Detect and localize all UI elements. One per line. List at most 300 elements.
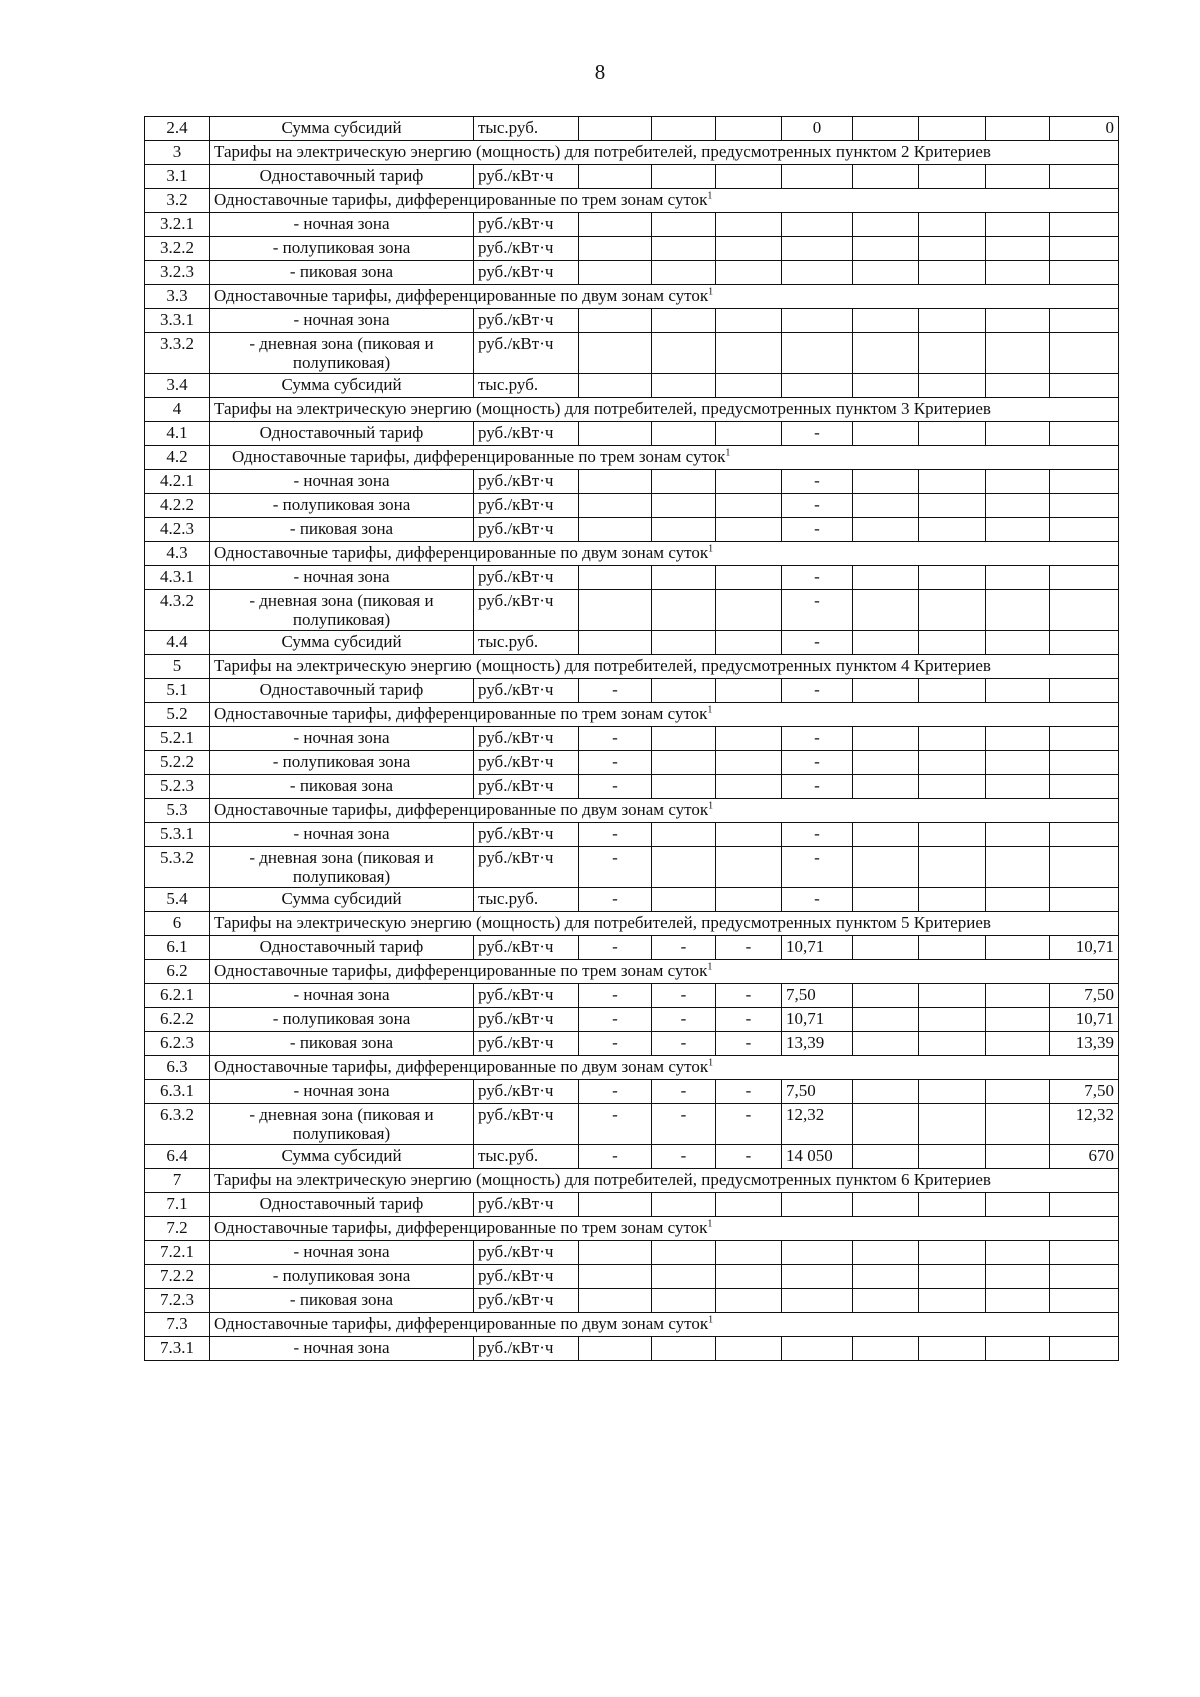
row-number-cell: 4.3.2 xyxy=(145,590,210,631)
unit-cell: руб./кВт·ч xyxy=(474,1080,579,1104)
value-cell-2 xyxy=(652,888,716,912)
value-cell-7 xyxy=(986,237,1050,261)
value-cell-7 xyxy=(986,631,1050,655)
value-cell-3: - xyxy=(716,1104,782,1145)
unit-cell: руб./кВт·ч xyxy=(474,1008,579,1032)
value-cell-8 xyxy=(1050,213,1119,237)
indicator-name-cell: - ночная зона xyxy=(210,727,474,751)
value-cell-6 xyxy=(919,494,986,518)
value-cell-8: 7,50 xyxy=(1050,1080,1119,1104)
tariff-table xyxy=(144,116,1119,1361)
row-number-cell: 7.2.1 xyxy=(145,1241,210,1265)
value-cell-3 xyxy=(716,590,782,631)
table-row xyxy=(145,398,1119,422)
value-cell-8 xyxy=(1050,727,1119,751)
value-cell-6 xyxy=(919,1241,986,1265)
value-cell-5 xyxy=(853,213,919,237)
row-number-cell: 5.3.2 xyxy=(145,847,210,888)
table-row xyxy=(145,1145,1119,1169)
table-row xyxy=(145,823,1119,847)
unit-cell: руб./кВт·ч xyxy=(474,1193,579,1217)
section-title-cell xyxy=(210,799,1119,823)
indicator-name-cell: - ночная зона xyxy=(210,1080,474,1104)
value-cell-3 xyxy=(716,823,782,847)
value-cell-5 xyxy=(853,1145,919,1169)
unit-cell: тыс.руб. xyxy=(474,374,579,398)
value-cell-3 xyxy=(716,518,782,542)
value-cell-5 xyxy=(853,1265,919,1289)
unit-cell: руб./кВт·ч xyxy=(474,333,579,374)
value-cell-8 xyxy=(1050,518,1119,542)
value-cell-1: - xyxy=(579,984,652,1008)
value-cell-3 xyxy=(716,631,782,655)
value-cell-4 xyxy=(782,1193,853,1217)
value-cell-4 xyxy=(782,165,853,189)
value-cell-3: - xyxy=(716,1145,782,1169)
unit-cell: тыс.руб. xyxy=(474,631,579,655)
value-cell-1 xyxy=(579,566,652,590)
value-cell-8: 10,71 xyxy=(1050,936,1119,960)
indicator-name-cell: Одноставочный тариф xyxy=(210,1193,474,1217)
indicator-name-cell: - полупиковая зона xyxy=(210,1265,474,1289)
table-row xyxy=(145,1032,1119,1056)
unit-cell: руб./кВт·ч xyxy=(474,823,579,847)
value-cell-3: - xyxy=(716,936,782,960)
value-cell-4: - xyxy=(782,566,853,590)
value-cell-4: - xyxy=(782,590,853,631)
indicator-name-cell: Сумма субсидий xyxy=(210,888,474,912)
section-title-cell xyxy=(210,189,1119,213)
value-cell-3 xyxy=(716,237,782,261)
table-row xyxy=(145,1056,1119,1080)
value-cell-4: - xyxy=(782,823,853,847)
section-title-text: Одноставочные тарифы, дифференцированные по трем зонам суток xyxy=(214,704,708,723)
table-row xyxy=(145,1313,1119,1337)
value-cell-1 xyxy=(579,261,652,285)
value-cell-1 xyxy=(579,1265,652,1289)
row-number-cell: 6.3 xyxy=(145,1056,210,1080)
indicator-name-cell: - полупиковая зона xyxy=(210,751,474,775)
value-cell-8 xyxy=(1050,1241,1119,1265)
section-title-cell xyxy=(210,285,1119,309)
indicator-name-cell: - ночная зона xyxy=(210,1241,474,1265)
value-cell-7 xyxy=(986,727,1050,751)
value-cell-1 xyxy=(579,309,652,333)
indicator-name-cell: Сумма субсидий xyxy=(210,631,474,655)
value-cell-7 xyxy=(986,213,1050,237)
row-number-cell: 3.4 xyxy=(145,374,210,398)
value-cell-1 xyxy=(579,422,652,446)
row-number-cell: 5.2.3 xyxy=(145,775,210,799)
value-cell-5 xyxy=(853,1289,919,1313)
value-cell-5 xyxy=(853,1337,919,1361)
table-row xyxy=(145,751,1119,775)
table-row xyxy=(145,213,1119,237)
value-cell-2 xyxy=(652,165,716,189)
footnote-marker: 1 xyxy=(708,1057,714,1069)
value-cell-6 xyxy=(919,984,986,1008)
table-row xyxy=(145,1193,1119,1217)
value-cell-7 xyxy=(986,1241,1050,1265)
row-number-cell: 4.4 xyxy=(145,631,210,655)
value-cell-8 xyxy=(1050,165,1119,189)
value-cell-7 xyxy=(986,679,1050,703)
row-number-cell: 5.2.2 xyxy=(145,751,210,775)
value-cell-8 xyxy=(1050,309,1119,333)
value-cell-5 xyxy=(853,823,919,847)
table-row xyxy=(145,703,1119,727)
value-cell-3 xyxy=(716,751,782,775)
value-cell-1: - xyxy=(579,823,652,847)
value-cell-5 xyxy=(853,631,919,655)
unit-cell: руб./кВт·ч xyxy=(474,213,579,237)
value-cell-5 xyxy=(853,261,919,285)
value-cell-4: - xyxy=(782,775,853,799)
value-cell-2 xyxy=(652,117,716,141)
value-cell-3 xyxy=(716,847,782,888)
value-cell-3: - xyxy=(716,984,782,1008)
value-cell-1: - xyxy=(579,1032,652,1056)
value-cell-8 xyxy=(1050,494,1119,518)
unit-cell: руб./кВт·ч xyxy=(474,1241,579,1265)
table-row xyxy=(145,1008,1119,1032)
value-cell-5 xyxy=(853,888,919,912)
value-cell-6 xyxy=(919,775,986,799)
value-cell-6 xyxy=(919,470,986,494)
value-cell-6 xyxy=(919,1008,986,1032)
value-cell-7 xyxy=(986,117,1050,141)
table-row xyxy=(145,1289,1119,1313)
value-cell-7 xyxy=(986,1265,1050,1289)
value-cell-4: 13,39 xyxy=(782,1032,853,1056)
value-cell-6 xyxy=(919,261,986,285)
value-cell-5 xyxy=(853,936,919,960)
page-number: 8 xyxy=(594,60,606,84)
section-title-text: Тарифы на электрическую энергию (мощность) для потребителей, предусмотренных пунктом 2 Критериев xyxy=(214,142,991,161)
value-cell-4: - xyxy=(782,470,853,494)
footnote-marker: 1 xyxy=(708,543,714,555)
value-cell-5 xyxy=(853,333,919,374)
value-cell-8: 670 xyxy=(1050,1145,1119,1169)
value-cell-7 xyxy=(986,1337,1050,1361)
value-cell-7 xyxy=(986,1104,1050,1145)
value-cell-4 xyxy=(782,374,853,398)
value-cell-1 xyxy=(579,333,652,374)
section-title-text: Одноставочные тарифы, дифференцированные по двум зонам суток xyxy=(214,1057,709,1076)
row-number-cell: 3.1 xyxy=(145,165,210,189)
row-number-cell: 5.4 xyxy=(145,888,210,912)
value-cell-6 xyxy=(919,1337,986,1361)
table-row xyxy=(145,542,1119,566)
value-cell-7 xyxy=(986,422,1050,446)
table-row xyxy=(145,1337,1119,1361)
row-number-cell: 5 xyxy=(145,655,210,679)
section-title-cell xyxy=(210,1056,1119,1080)
value-cell-8 xyxy=(1050,470,1119,494)
value-cell-2 xyxy=(652,751,716,775)
table-row xyxy=(145,1265,1119,1289)
section-title-text: Тарифы на электрическую энергию (мощность) для потребителей, предусмотренных пунктом 4 Критериев xyxy=(214,656,991,675)
indicator-name-cell: - ночная зона xyxy=(210,213,474,237)
value-cell-6 xyxy=(919,165,986,189)
value-cell-1: - xyxy=(579,679,652,703)
row-number-cell: 6.2.3 xyxy=(145,1032,210,1056)
unit-cell: руб./кВт·ч xyxy=(474,775,579,799)
value-cell-2 xyxy=(652,237,716,261)
value-cell-6 xyxy=(919,518,986,542)
value-cell-5 xyxy=(853,422,919,446)
value-cell-3 xyxy=(716,1337,782,1361)
value-cell-7 xyxy=(986,470,1050,494)
value-cell-1: - xyxy=(579,727,652,751)
value-cell-5 xyxy=(853,984,919,1008)
value-cell-5 xyxy=(853,1241,919,1265)
value-cell-1 xyxy=(579,1289,652,1313)
unit-cell: руб./кВт·ч xyxy=(474,470,579,494)
value-cell-1 xyxy=(579,374,652,398)
value-cell-4: - xyxy=(782,727,853,751)
table-row xyxy=(145,1080,1119,1104)
value-cell-1: - xyxy=(579,1008,652,1032)
value-cell-5 xyxy=(853,847,919,888)
row-number-cell: 7 xyxy=(145,1169,210,1193)
value-cell-7 xyxy=(986,165,1050,189)
table-row xyxy=(145,590,1119,631)
value-cell-6 xyxy=(919,679,986,703)
indicator-name-cell: - дневная зона (пиковая и полупиковая) xyxy=(210,1104,474,1145)
table-row xyxy=(145,775,1119,799)
value-cell-5 xyxy=(853,1104,919,1145)
value-cell-7 xyxy=(986,1032,1050,1056)
unit-cell: руб./кВт·ч xyxy=(474,518,579,542)
indicator-name-cell: - пиковая зона xyxy=(210,518,474,542)
value-cell-6 xyxy=(919,422,986,446)
value-cell-2 xyxy=(652,1265,716,1289)
indicator-name-cell: - полупиковая зона xyxy=(210,237,474,261)
value-cell-3 xyxy=(716,470,782,494)
table-row xyxy=(145,422,1119,446)
value-cell-6 xyxy=(919,751,986,775)
value-cell-7 xyxy=(986,775,1050,799)
section-title-cell xyxy=(210,703,1119,727)
row-number-cell: 7.3 xyxy=(145,1313,210,1337)
value-cell-3 xyxy=(716,1193,782,1217)
footnote-marker: 1 xyxy=(725,447,731,459)
value-cell-8: 0 xyxy=(1050,117,1119,141)
value-cell-8: 12,32 xyxy=(1050,1104,1119,1145)
value-cell-1: - xyxy=(579,1080,652,1104)
value-cell-4: - xyxy=(782,679,853,703)
value-cell-2 xyxy=(652,422,716,446)
value-cell-5 xyxy=(853,117,919,141)
section-title-text: Тарифы на электрическую энергию (мощность) для потребителей, предусмотренных пунктом 3 Критериев xyxy=(214,399,991,418)
value-cell-7 xyxy=(986,751,1050,775)
section-title-cell xyxy=(210,446,1119,470)
value-cell-6 xyxy=(919,936,986,960)
indicator-name-cell: Одноставочный тариф xyxy=(210,679,474,703)
indicator-name-cell: Сумма субсидий xyxy=(210,374,474,398)
value-cell-4 xyxy=(782,1241,853,1265)
indicator-name-cell: - ночная зона xyxy=(210,823,474,847)
value-cell-6 xyxy=(919,1080,986,1104)
value-cell-2 xyxy=(652,518,716,542)
row-number-cell: 5.2 xyxy=(145,703,210,727)
value-cell-3: - xyxy=(716,1032,782,1056)
unit-cell: руб./кВт·ч xyxy=(474,936,579,960)
value-cell-8 xyxy=(1050,847,1119,888)
value-cell-2 xyxy=(652,566,716,590)
unit-cell: руб./кВт·ч xyxy=(474,727,579,751)
value-cell-1 xyxy=(579,494,652,518)
value-cell-8 xyxy=(1050,422,1119,446)
value-cell-6 xyxy=(919,1265,986,1289)
value-cell-2 xyxy=(652,1193,716,1217)
indicator-name-cell: - полупиковая зона xyxy=(210,494,474,518)
value-cell-4: - xyxy=(782,422,853,446)
value-cell-5 xyxy=(853,165,919,189)
table-row xyxy=(145,727,1119,751)
row-number-cell: 7.2 xyxy=(145,1217,210,1241)
value-cell-4 xyxy=(782,333,853,374)
table-row xyxy=(145,189,1119,213)
value-cell-4: 14 050 xyxy=(782,1145,853,1169)
row-number-cell: 3.2.2 xyxy=(145,237,210,261)
value-cell-7 xyxy=(986,590,1050,631)
row-number-cell: 4.2.2 xyxy=(145,494,210,518)
value-cell-4 xyxy=(782,1337,853,1361)
value-cell-3 xyxy=(716,566,782,590)
value-cell-6 xyxy=(919,374,986,398)
value-cell-6 xyxy=(919,333,986,374)
value-cell-2 xyxy=(652,727,716,751)
value-cell-3 xyxy=(716,679,782,703)
value-cell-1 xyxy=(579,117,652,141)
value-cell-3 xyxy=(716,494,782,518)
table-row xyxy=(145,333,1119,374)
value-cell-5 xyxy=(853,518,919,542)
table-row xyxy=(145,888,1119,912)
table-row xyxy=(145,912,1119,936)
unit-cell: руб./кВт·ч xyxy=(474,309,579,333)
value-cell-8 xyxy=(1050,1193,1119,1217)
value-cell-6 xyxy=(919,631,986,655)
value-cell-5 xyxy=(853,775,919,799)
value-cell-1 xyxy=(579,237,652,261)
value-cell-1: - xyxy=(579,888,652,912)
unit-cell: тыс.руб. xyxy=(474,888,579,912)
value-cell-6 xyxy=(919,590,986,631)
value-cell-5 xyxy=(853,374,919,398)
value-cell-2 xyxy=(652,1289,716,1313)
unit-cell: руб./кВт·ч xyxy=(474,165,579,189)
value-cell-2 xyxy=(652,494,716,518)
value-cell-4: - xyxy=(782,847,853,888)
table-row xyxy=(145,1217,1119,1241)
value-cell-1 xyxy=(579,470,652,494)
value-cell-8: 7,50 xyxy=(1050,984,1119,1008)
section-title-cell xyxy=(210,141,1119,165)
table-row xyxy=(145,655,1119,679)
value-cell-2 xyxy=(652,1337,716,1361)
value-cell-8 xyxy=(1050,566,1119,590)
unit-cell: руб./кВт·ч xyxy=(474,847,579,888)
indicator-name-cell: - ночная зона xyxy=(210,1337,474,1361)
value-cell-4: - xyxy=(782,494,853,518)
value-cell-6 xyxy=(919,309,986,333)
value-cell-2 xyxy=(652,847,716,888)
value-cell-8 xyxy=(1050,374,1119,398)
row-number-cell: 3.2.3 xyxy=(145,261,210,285)
value-cell-6 xyxy=(919,1104,986,1145)
indicator-name-cell: Сумма субсидий xyxy=(210,117,474,141)
indicator-name-cell: Одноставочный тариф xyxy=(210,422,474,446)
row-number-cell: 4.2 xyxy=(145,446,210,470)
table-row xyxy=(145,1169,1119,1193)
value-cell-4: 10,71 xyxy=(782,936,853,960)
value-cell-4: - xyxy=(782,751,853,775)
value-cell-7 xyxy=(986,1193,1050,1217)
value-cell-1 xyxy=(579,1241,652,1265)
row-number-cell: 4.3 xyxy=(145,542,210,566)
value-cell-1: - xyxy=(579,936,652,960)
value-cell-7 xyxy=(986,494,1050,518)
row-number-cell: 4.2.1 xyxy=(145,470,210,494)
value-cell-1: - xyxy=(579,1145,652,1169)
table-row xyxy=(145,309,1119,333)
value-cell-5 xyxy=(853,727,919,751)
value-cell-4: - xyxy=(782,888,853,912)
unit-cell: руб./кВт·ч xyxy=(474,422,579,446)
unit-cell: руб./кВт·ч xyxy=(474,261,579,285)
table-row xyxy=(145,141,1119,165)
value-cell-6 xyxy=(919,823,986,847)
section-title-text: Одноставочные тарифы, дифференцированные по трем зонам суток xyxy=(214,190,708,209)
footnote-marker: 1 xyxy=(708,1314,714,1326)
value-cell-1 xyxy=(579,165,652,189)
value-cell-3 xyxy=(716,213,782,237)
unit-cell: руб./кВт·ч xyxy=(474,984,579,1008)
row-number-cell: 5.3 xyxy=(145,799,210,823)
value-cell-8 xyxy=(1050,237,1119,261)
value-cell-2 xyxy=(652,333,716,374)
footnote-marker: 1 xyxy=(707,704,713,716)
value-cell-4 xyxy=(782,261,853,285)
value-cell-5 xyxy=(853,1080,919,1104)
table-row xyxy=(145,518,1119,542)
value-cell-6 xyxy=(919,1145,986,1169)
value-cell-3 xyxy=(716,727,782,751)
indicator-name-cell: Одноставочный тариф xyxy=(210,936,474,960)
value-cell-6 xyxy=(919,237,986,261)
value-cell-7 xyxy=(986,261,1050,285)
row-number-cell: 7.1 xyxy=(145,1193,210,1217)
table-row xyxy=(145,1241,1119,1265)
value-cell-6 xyxy=(919,1193,986,1217)
unit-cell: руб./кВт·ч xyxy=(474,566,579,590)
value-cell-6 xyxy=(919,566,986,590)
value-cell-3 xyxy=(716,165,782,189)
value-cell-3: - xyxy=(716,1008,782,1032)
table-row xyxy=(145,799,1119,823)
value-cell-2: - xyxy=(652,1080,716,1104)
value-cell-1: - xyxy=(579,775,652,799)
indicator-name-cell: - ночная зона xyxy=(210,566,474,590)
value-cell-8 xyxy=(1050,823,1119,847)
table-row xyxy=(145,165,1119,189)
value-cell-4 xyxy=(782,1289,853,1313)
row-number-cell: 2.4 xyxy=(145,117,210,141)
section-title-text: Одноставочные тарифы, дифференцированные по двум зонам суток xyxy=(214,1314,709,1333)
